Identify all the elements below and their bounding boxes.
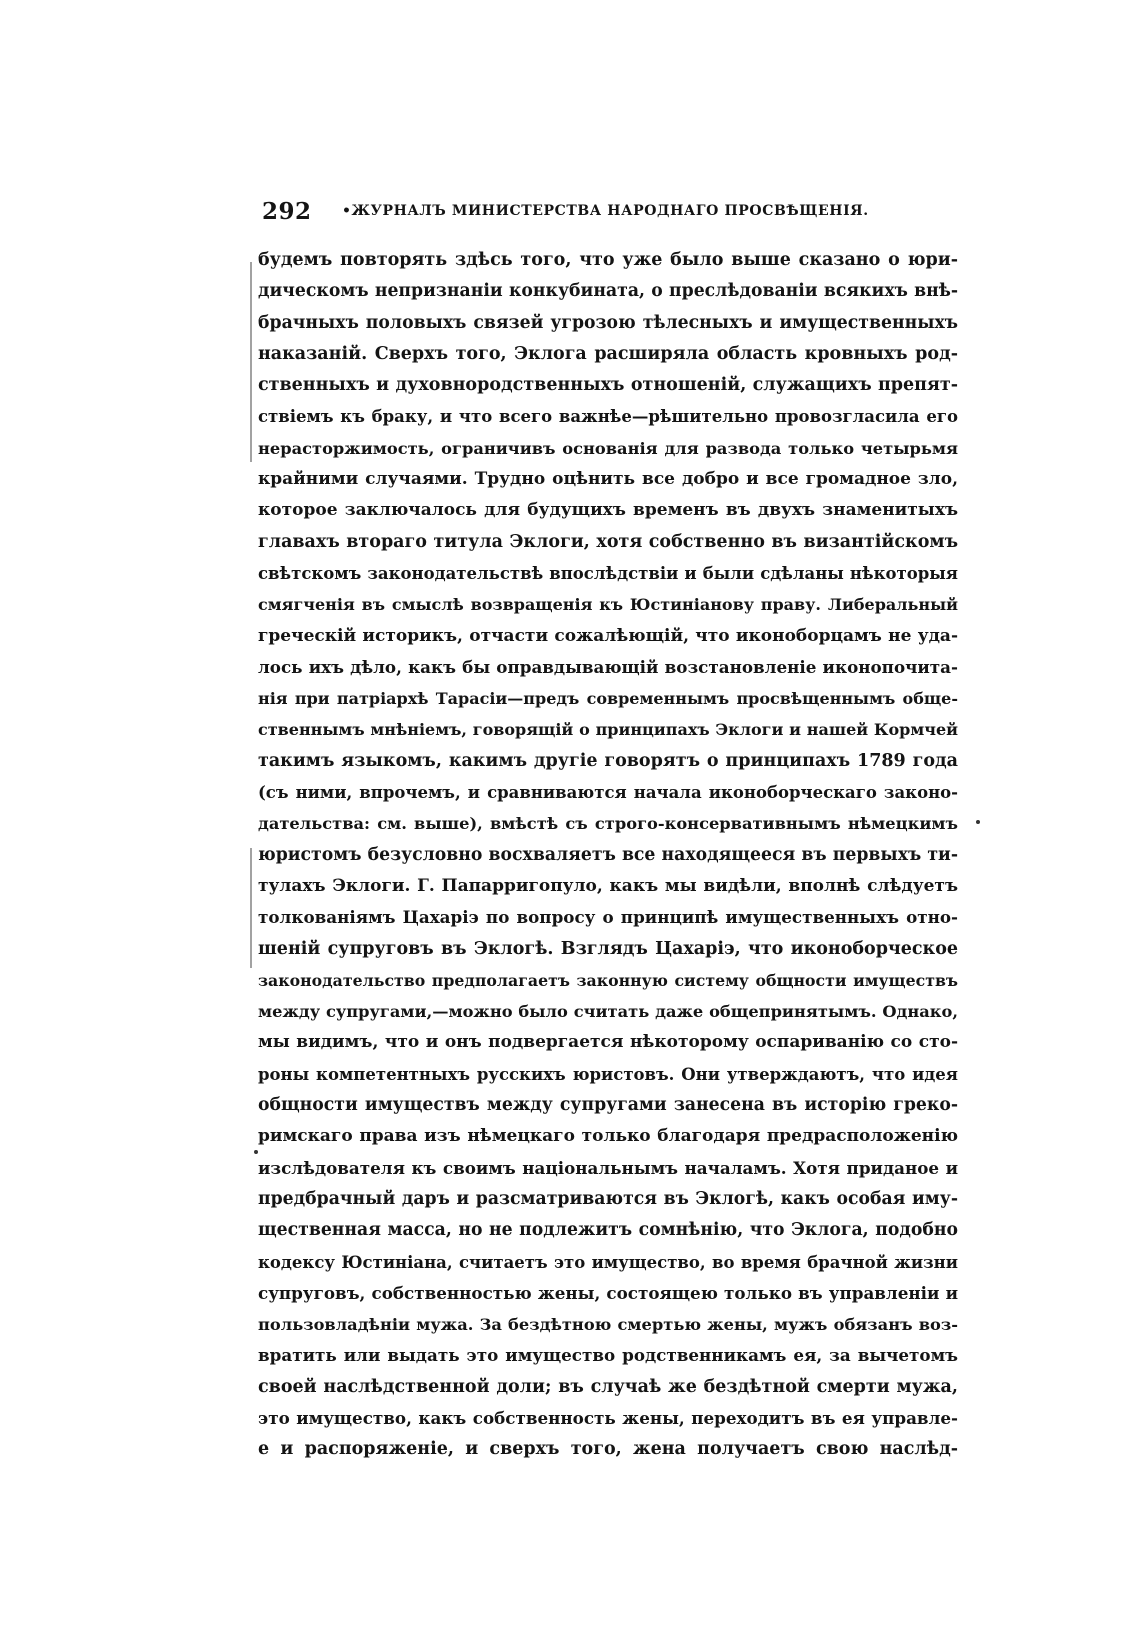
margin-mark-upper — [250, 262, 252, 462]
text-line: ствіемъ къ браку, и что всего важнѣе—рѣшительно провозгласила его — [258, 407, 958, 427]
page-number: 292 — [262, 198, 312, 225]
text-line: толкованіямъ Цахаріэ по вопросу о принципѣ имущественныхъ отно- — [258, 907, 958, 928]
text-line: лось ихъ дѣло, какъ бы оправдывающій возстановленіе иконопочита- — [258, 656, 958, 677]
text-line: смягченія въ смыслѣ возвращенія къ Юстиніанову праву. Либеральный — [258, 595, 958, 615]
text-line: дательства: см. выше), вмѣстѣ съ строго-консервативнымъ нѣмецкимъ — [258, 814, 958, 834]
text-line: греческій историкъ, отчасти сожалѣющій, что иконоборцамъ не уда- — [258, 625, 958, 646]
text-line: супруговъ, собственностью жены, состоящею только въ управленіи и — [258, 1282, 958, 1303]
text-line: е и распоряженіе, и сверхъ того, жена получаетъ свою наслѣд- — [258, 1439, 958, 1460]
text-line: брачныхъ половыхъ связей угрозою тѣлесныхъ и имущественныхъ — [258, 312, 958, 333]
text-line: между супругами,—можно было считать даже общепринятымъ. Однако, — [258, 1002, 958, 1022]
text-line: предбрачный даръ и разсматриваются въ Эклогѣ, какъ особая иму- — [258, 1188, 958, 1209]
text-line: римскаго права изъ нѣмецкаго только благодаря предрасположенію — [258, 1126, 958, 1147]
text-line: щественная масса, но не подлежитъ сомнѣнію, что Эклога, подобно — [258, 1220, 958, 1241]
text-line: главахъ втораго титула Эклоги, хотя собственно въ византійскомъ — [258, 531, 958, 552]
text-line: роны компетентныхъ русскихъ юристовъ. Они утверждаютъ, что идея — [258, 1064, 958, 1084]
text-line: нія при патріархѣ Тарасіи—предъ современнымъ просвѣщеннымъ обще- — [258, 689, 958, 709]
margin-dot-right — [976, 820, 980, 824]
text-line: общности имуществъ между супругами занесена въ исторію греко- — [258, 1095, 958, 1116]
margin-mark-lower — [250, 848, 252, 968]
text-line: шеній супруговъ въ Эклогѣ. Взглядъ Цахаріэ, что иконоборческое — [258, 938, 958, 959]
text-line: нерасторжимость, ограничивъ основанія для развода только четырьмя — [258, 438, 958, 458]
text-line: изслѣдователя къ своимъ національнымъ началамъ. Хотя приданое и — [258, 1157, 958, 1178]
text-line: которое заключалось для будущихъ временъ въ двухъ знаменитыхъ — [258, 500, 958, 521]
text-line: юристомъ безусловно восхваляетъ все находящееся въ первыхъ ти- — [258, 844, 958, 865]
text-line: ственныхъ и духовнородственныхъ отношеній, служащихъ препят- — [258, 375, 958, 396]
page-header — [262, 198, 962, 228]
text-line: ственнымъ мнѣніемъ, говорящій о принципахъ Эклоги и нашей Кормчей — [258, 720, 958, 740]
text-line: законодательство предполагаетъ законную систему общности имуществъ — [258, 970, 958, 990]
text-line: своей наслѣдственной доли; въ случаѣ же бездѣтной смерти мужа, — [258, 1376, 958, 1397]
text-line: наказаній. Сверхъ того, Эклога расширяла область кровныхъ род- — [258, 343, 958, 364]
text-line: это имущество, какъ собственность жены, переходитъ въ ея управле- — [258, 1407, 958, 1428]
text-line: (съ ними, впрочемъ, и сравниваются начала иконоборческаго законо- — [258, 783, 958, 803]
text-line: дическомъ непризнаніи конкубината, о преслѣдованіи всякихъ внѣ- — [258, 281, 958, 302]
text-line: свѣтскомъ законодательствѣ впослѣдствіи и были сдѣланы нѣкоторыя — [258, 563, 958, 583]
text-line: кодексу Юстиніана, считаетъ это имущество, во время брачной жизни — [258, 1252, 958, 1272]
text-line: пользовладѣніи мужа. За бездѣтною смертью жены, мужъ обязанъ воз- — [258, 1315, 958, 1335]
text-line: такимъ языкомъ, какимъ другіе говорятъ о принципахъ 1789 года — [258, 750, 958, 771]
text-line: вратить или выдать это имущество родственникамъ ея, за вычетомъ — [258, 1345, 958, 1366]
text-line: крайними случаями. Трудно оцѣнить все добро и все громадное зло, — [258, 469, 958, 490]
running-title: •ЖУРНАЛЪ МИНИСТЕРСТВА НАРОДНАГО ПРОСВѢЩЕНІЯ. — [342, 203, 869, 219]
text-line: тулахъ Эклоги. Г. Папарригопуло, какъ мы видѣли, вполнѣ слѣдуетъ — [258, 875, 958, 896]
text-line: будемъ повторять здѣсь того, что уже было выше сказано о юри- — [258, 250, 958, 270]
text-line: мы видимъ, что и онъ подвергается нѣкоторому оспариванію со сто- — [258, 1032, 958, 1053]
body-text — [258, 245, 958, 1466]
